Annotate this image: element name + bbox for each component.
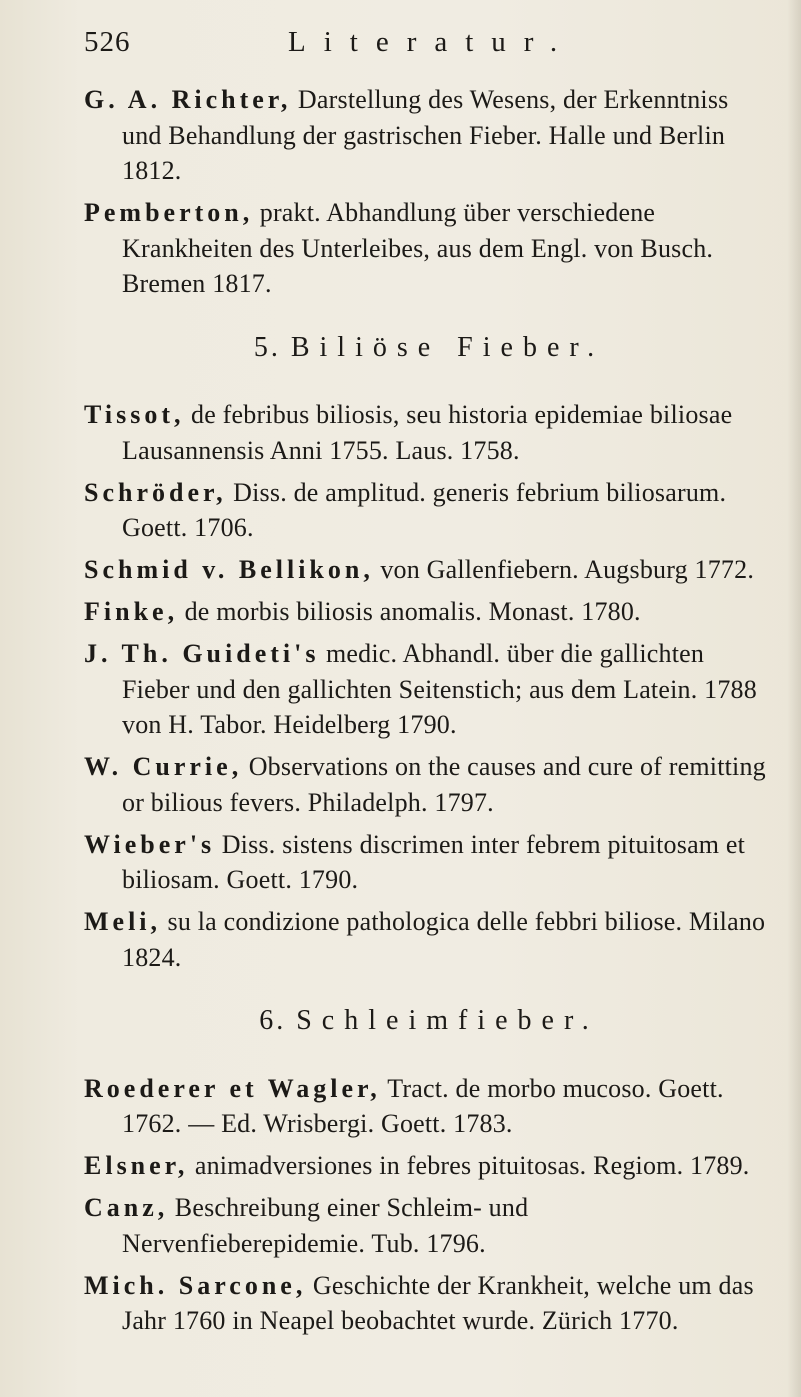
page-edge-shadow — [787, 0, 801, 1397]
bibliography-entry — [84, 1148, 774, 1184]
entry-text: Diss. sistens discrimen inter febrem pituitosam et biliosam. Goett. 1790. — [122, 829, 746, 894]
bibliography-entry — [84, 749, 774, 820]
entry-text: de morbis biliosis anomalis. Monast. 1780. — [184, 597, 641, 626]
entry-author: Roederer et Wagler, — [84, 1073, 381, 1103]
entry-author: Pemberton, — [84, 198, 254, 227]
entry-author: Mich. Sarcone, — [84, 1270, 307, 1300]
entry-author: Wieber's — [84, 829, 216, 859]
entry-text: von Gallenfiebern. Augsburg 1772. — [380, 555, 755, 584]
page-number: 526 — [84, 26, 131, 58]
entry-text: Beschreibung einer Schleim- und Nervenfieberepidemie. Tub. 1796. — [122, 1193, 529, 1258]
entry-author: G. A. Richter, — [84, 85, 292, 114]
bibliography-entry — [84, 475, 774, 546]
section-heading — [84, 1003, 774, 1039]
running-title: Literatur. — [288, 26, 576, 58]
bibliography-entry — [84, 636, 774, 743]
entry-text: prakt. Abhandlung über verschiedene Krankheiten des Unterleibes, aus dem Engl. von Busch. Bremen 1817. — [122, 198, 714, 298]
page-header — [84, 20, 761, 70]
entry-author: Elsner, — [84, 1151, 189, 1180]
entry-text: animadversiones in febres pituitosas. Regiom. 1789. — [194, 1151, 750, 1180]
entry-text: Tract. de morbo mucoso. Goett. 1762. — Ed. Wrisbergi. Goett. 1783. — [122, 1073, 724, 1138]
entry-text: su la condizione pathologica delle febbri biliose. Milano 1824. — [122, 907, 766, 972]
entry-author: J. Th. Guideti's — [84, 639, 320, 668]
section-number: 6. — [259, 1005, 287, 1036]
entry-author: Meli, — [84, 907, 162, 936]
entry-author: Canz, — [84, 1193, 169, 1222]
entry-text: de febribus biliosis, seu historia epidemiae biliosae Lausannensis Anni 1755. Laus. 1758. — [122, 400, 733, 465]
entry-author: Schmid v. Bellikon, — [84, 555, 374, 584]
bibliography-entry — [84, 82, 774, 189]
section-number: 5. — [253, 331, 281, 363]
entry-author: W. Currie, — [84, 752, 243, 781]
bibliography-entry — [84, 904, 774, 975]
entry-author: Finke, — [84, 597, 179, 626]
bibliography-entry — [84, 397, 774, 468]
bibliography-entry — [84, 552, 774, 588]
entry-author: Schröder, — [84, 477, 227, 507]
entry-text: Darstellung des Wesens, der Erkenntniss und Behandlung der gastrischen Fieber. Halle und Berlin 1812. — [122, 85, 729, 185]
bibliography-entry — [84, 1268, 774, 1339]
entry-author: Tissot, — [84, 400, 185, 429]
section-heading — [84, 330, 774, 366]
bibliography-entry — [84, 1190, 774, 1261]
bibliography-entry — [84, 827, 774, 898]
bibliography-entry — [84, 195, 774, 302]
entry-text: Diss. de amplitud. generis febrium biliosarum. Goett. 1706. — [122, 477, 727, 542]
section-title: Schleimfieber. — [296, 1005, 599, 1036]
entry-text: Observations on the causes and cure of remitting or bilious fevers. Philadelph. 1797. — [122, 752, 766, 817]
bibliography-entry — [84, 1071, 774, 1142]
bibliography — [84, 82, 774, 1345]
entry-text: Geschichte der Krankheit, welche um das Jahr 1760 in Neapel beobachtet wurde. Zürich 1770. — [122, 1270, 754, 1335]
section-title: Biliöse Fieber. — [290, 331, 605, 363]
entry-text: medic. Abhandl. über die gallichten Fieber und den gallichten Seitenstich; aus dem Latein. 1788 von H. Tabor. Heidelberg 1790. — [122, 639, 757, 739]
bibliography-entry — [84, 594, 774, 630]
